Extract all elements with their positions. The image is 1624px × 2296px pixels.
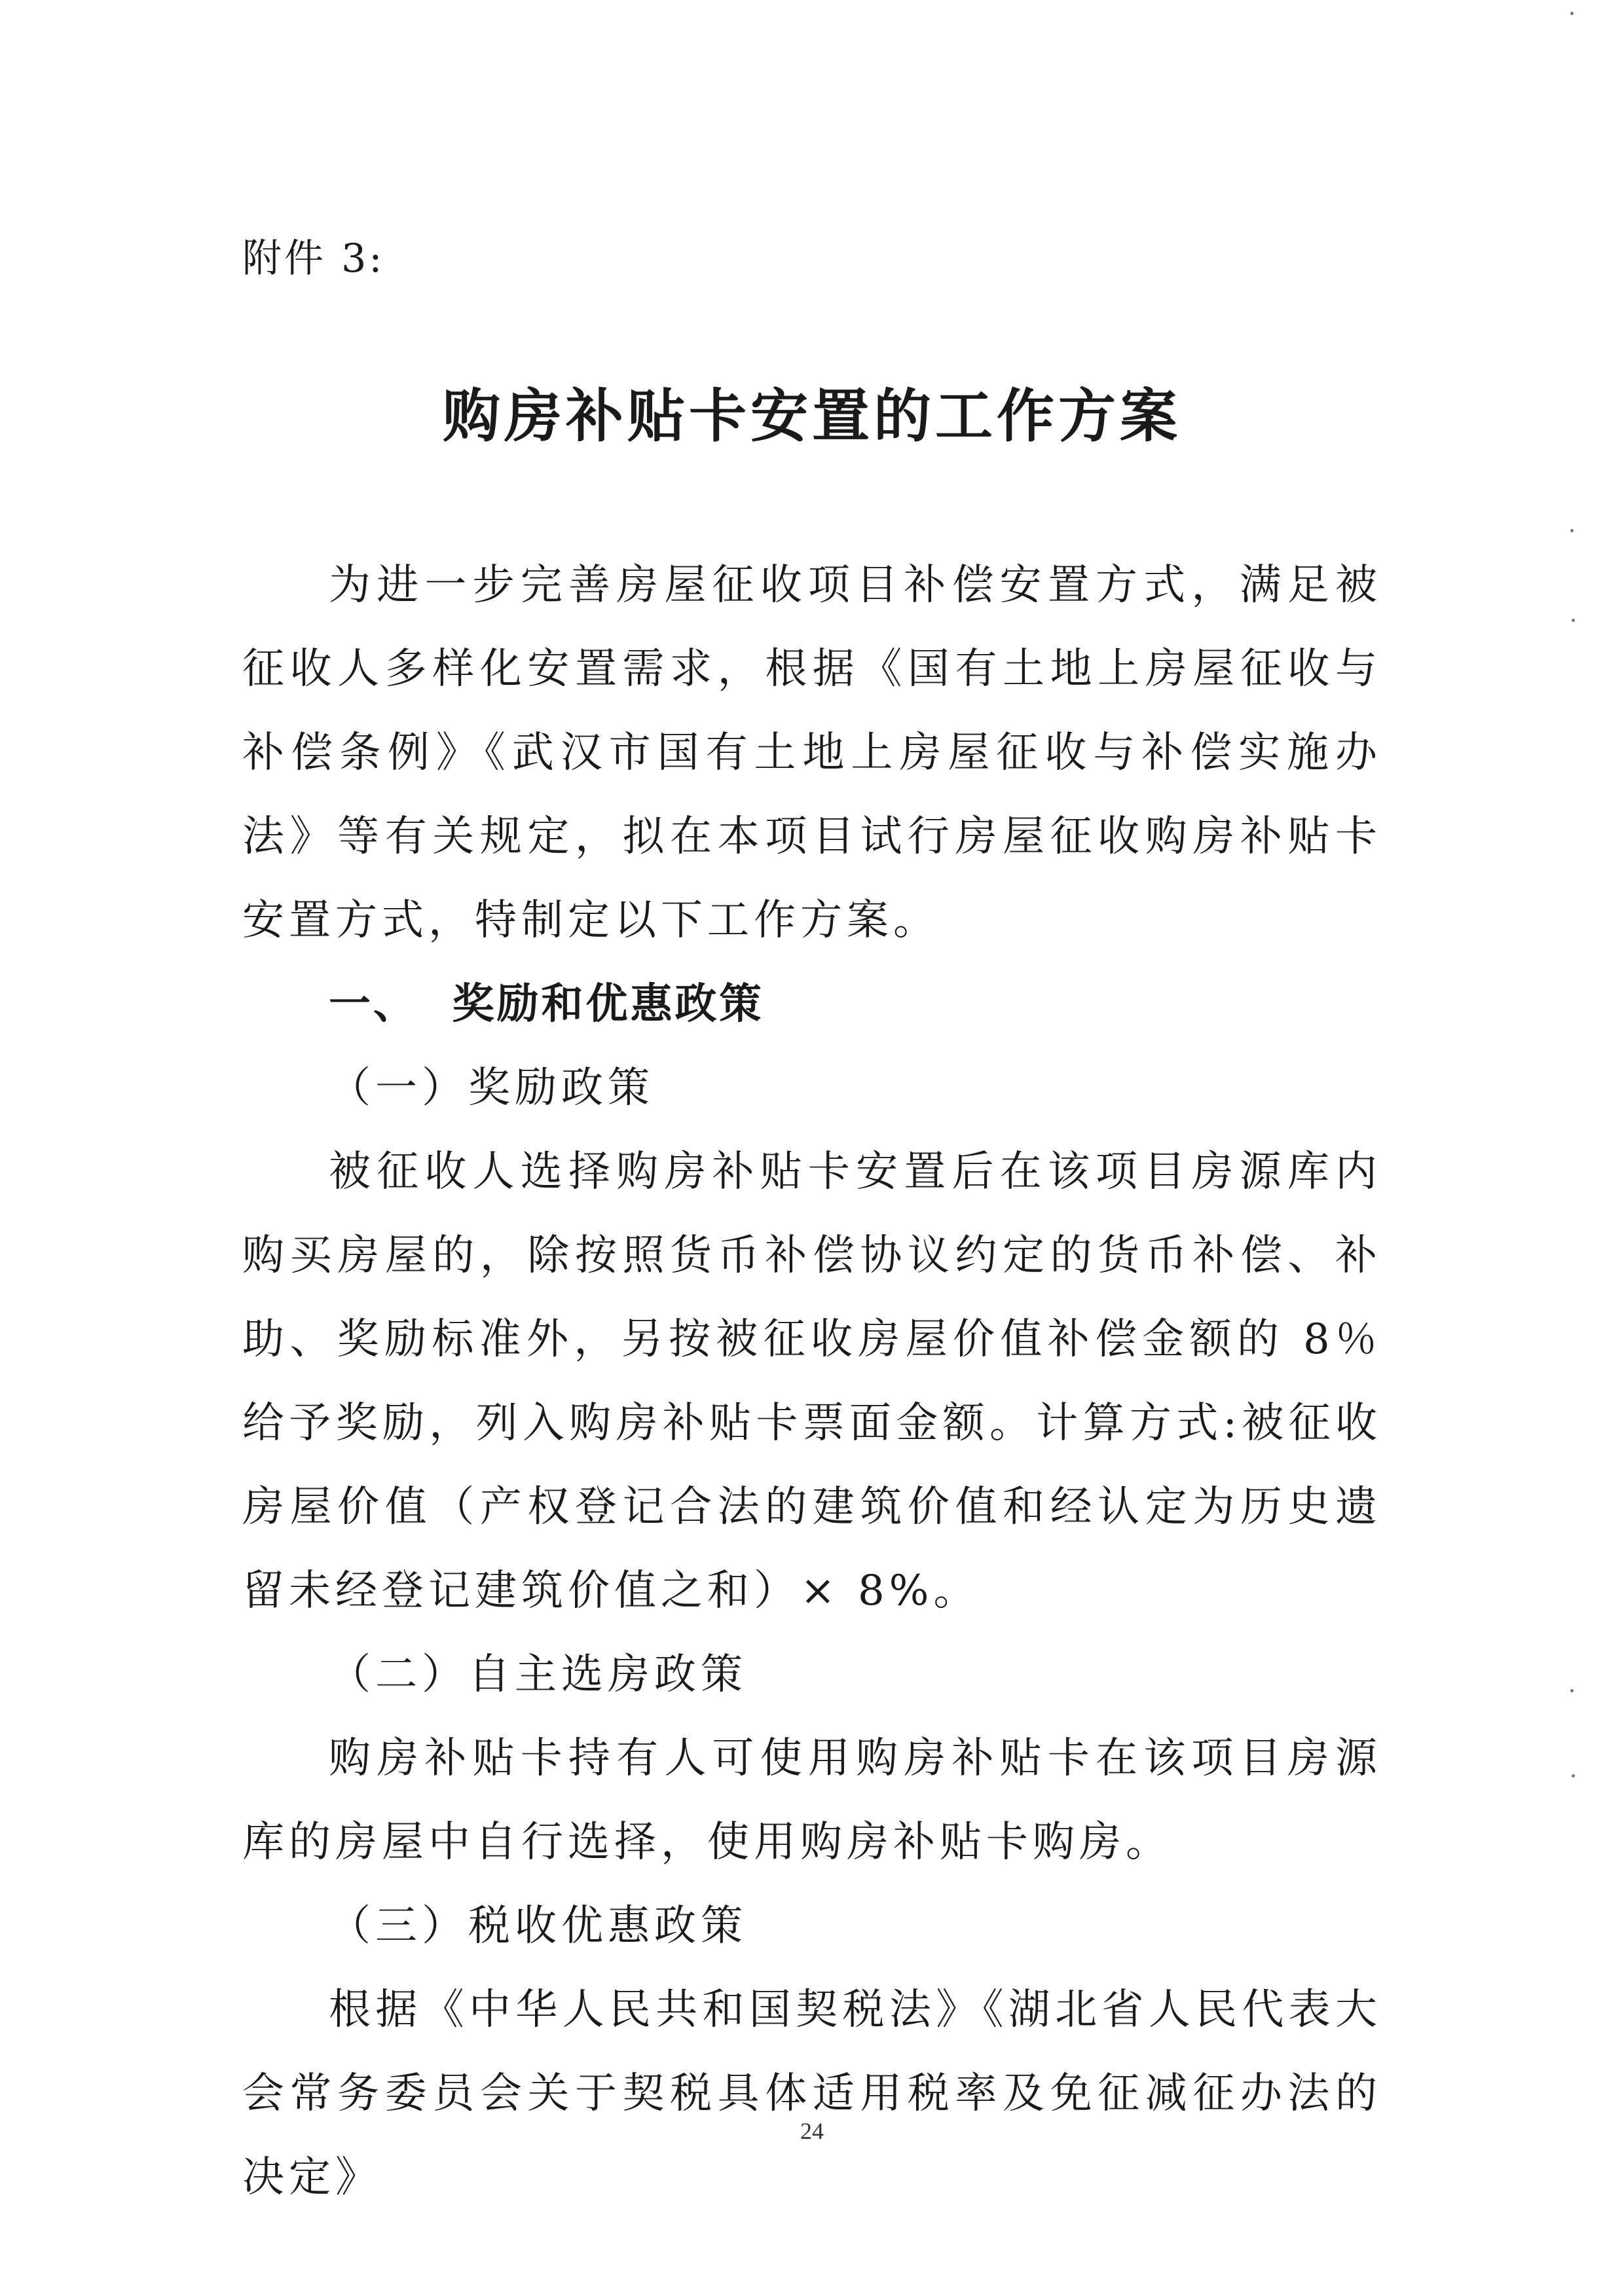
document-body bbox=[242, 543, 1382, 2219]
attachment-label: 附件 3: bbox=[242, 236, 385, 282]
subsection-1-paragraph: 被征收人选择购房补贴卡安置后在该项目房源库内购买房屋的，除按照货币补偿协议约定的货币补偿、补助、奖励标准外，另按被征收房屋价值补偿金额的 8％给予奖励，列入购房补贴卡票面金额。计算方式:被征收房屋价值（产权登记合法的建筑价值和经认定为历史遗留未经登记建筑价值之和）× 8%。 bbox=[242, 1148, 1382, 1615]
scan-speck bbox=[1570, 12, 1574, 15]
scan-speck bbox=[1570, 529, 1574, 532]
subsection-2-heading: （二）自主选房政策 bbox=[329, 1650, 747, 1699]
section-1-heading: 一、 奖励和优惠政策 bbox=[329, 980, 764, 1029]
subsection-3-heading: （三）税收优惠政策 bbox=[329, 1902, 747, 1950]
scan-speck bbox=[1572, 1774, 1575, 1777]
subsection-2-paragraph: 购房补贴卡持有人可使用购房补贴卡在该项目房源库的房屋中自行选择，使用购房补贴卡购房。 bbox=[242, 1734, 1382, 1867]
intro-paragraph: 为进一步完善房屋征收项目补偿安置方式，满足被征收人多样化安置需求，根据《国有土地上房屋征收与补偿条例》《武汉市国有土地上房屋征收与补偿实施办法》等有关规定，拟在本项目试行房屋征收购房补贴卡安置方式，特制定以下工作方案。 bbox=[242, 561, 1382, 945]
subsection-1-heading: （一）奖励政策 bbox=[329, 1064, 654, 1112]
subsection-3-paragraph: 根据《中华人民共和国契税法》《湖北省人民代表大会常务委员会关于契税具体适用税率及免征减征办法的决定》 bbox=[242, 1986, 1382, 2202]
document-title: 购房补贴卡安置的工作方案 bbox=[442, 382, 1181, 450]
page-number: 24 bbox=[800, 2118, 824, 2144]
scan-speck bbox=[1570, 1689, 1574, 1692]
scan-speck bbox=[1572, 619, 1575, 622]
